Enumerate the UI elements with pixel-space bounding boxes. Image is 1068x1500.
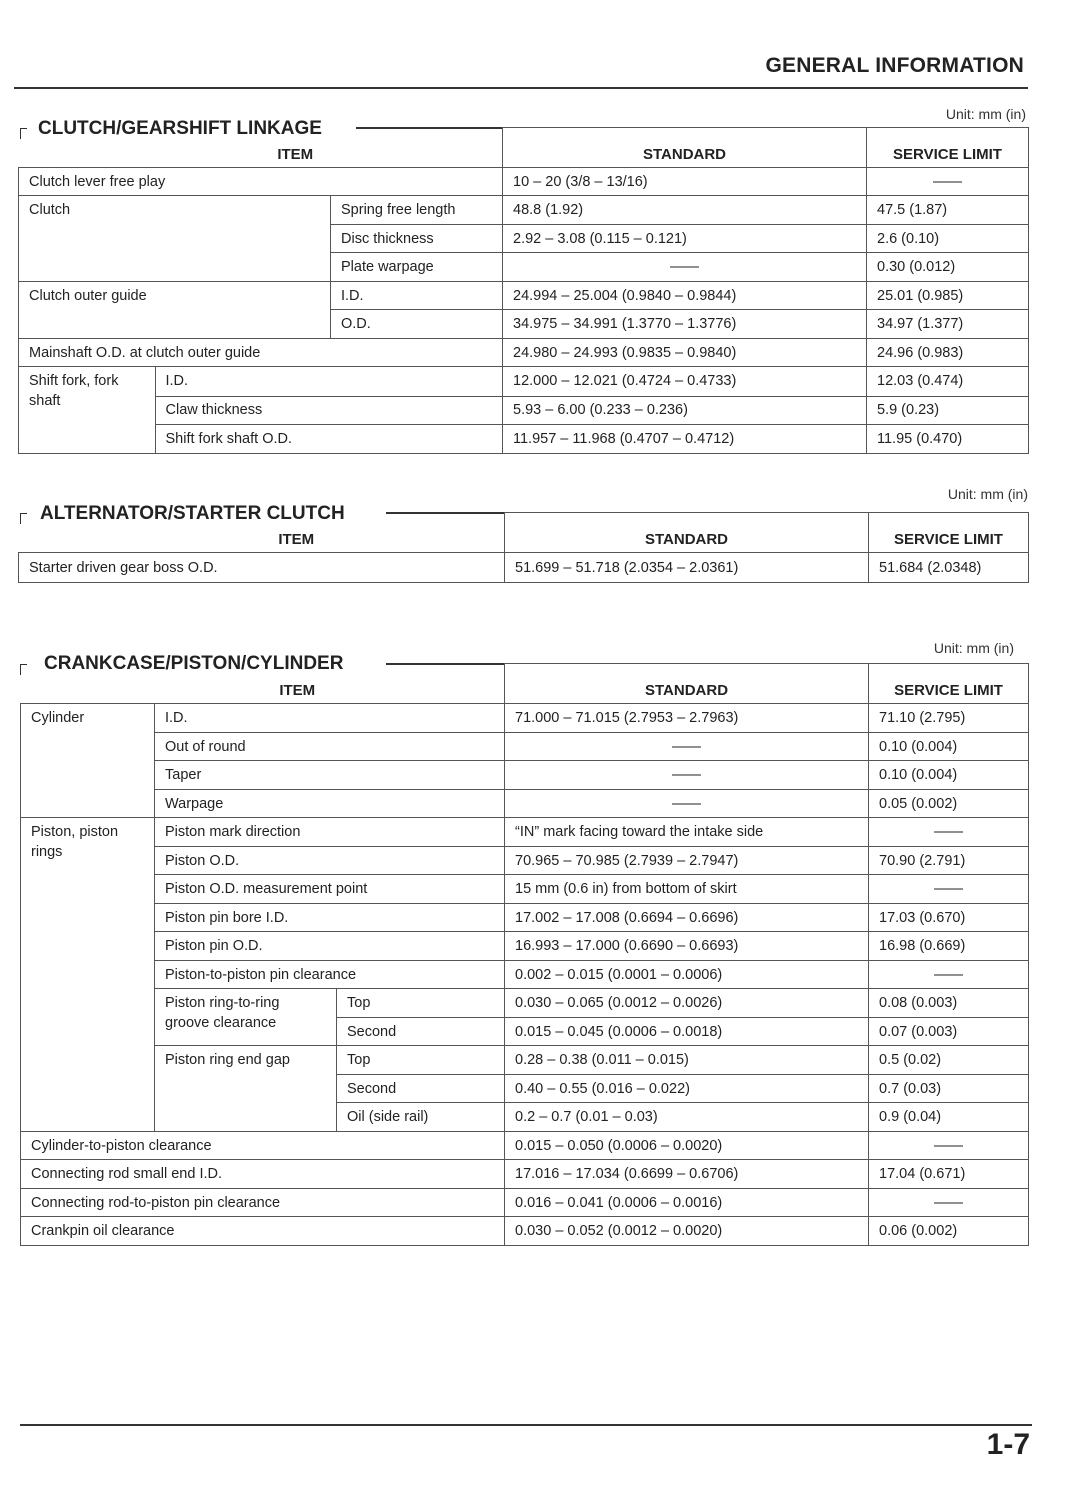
standard-cell: 15 mm (0.6 in) from bottom of skirt	[505, 875, 869, 904]
column-header-service-limit: SERVICE LIMIT	[869, 664, 1029, 704]
table-row	[19, 168, 1029, 196]
table-row	[21, 961, 1029, 989]
limit-cell: ——	[867, 168, 1029, 196]
limit-cell: 2.6 (0.10)	[867, 225, 1029, 253]
limit-cell: ——	[869, 1132, 1029, 1160]
shift-fork-group-cell	[19, 367, 503, 454]
limit-cell: 12.03 (0.474)	[867, 367, 1028, 396]
limit-cell: 25.01 (0.985)	[867, 282, 1029, 310]
shift-fork-subtable	[19, 367, 502, 453]
alternator-section-title: ALTERNATOR/STARTER CLUTCH	[40, 503, 345, 524]
sub-item-cell: Piston ring-to-ring groove clearance	[155, 989, 337, 1046]
table-row	[21, 1160, 1029, 1189]
limit-cell: 34.97 (1.377)	[867, 310, 1029, 339]
limit-cell: 0.10 (0.004)	[869, 733, 1029, 761]
table-row	[21, 847, 1029, 875]
sub-item-cell: Shift fork shaft O.D.	[165, 430, 293, 447]
clutch-unit-label: Unit: mm (in)	[945, 106, 1026, 122]
sub-item-cell: O.D.	[331, 310, 503, 339]
item-cell: Clutch outer guide	[19, 282, 331, 339]
item-cell: Connecting rod small end I.D.	[21, 1160, 505, 1189]
limit-cell: 47.5 (1.87)	[867, 196, 1029, 225]
table-row	[19, 196, 1029, 225]
table-row	[19, 553, 1029, 583]
sub-item-cell: Taper	[155, 761, 505, 790]
table-row	[19, 339, 1029, 367]
crankcase-spec-table	[20, 663, 1029, 1246]
table-row	[21, 1217, 1029, 1246]
footer-rule	[20, 1424, 1032, 1426]
sub-item-cell: Disc thickness	[331, 225, 503, 253]
standard-cell: 0.28 – 0.38 (0.011 – 0.015)	[505, 1046, 869, 1075]
standard-cell: 34.975 – 34.991 (1.3770 – 1.3776)	[503, 310, 867, 339]
column-header-standard: STANDARD	[503, 128, 867, 168]
sub-item-cell: Claw thickness	[155, 396, 502, 424]
sub-item-cell: I.D.	[331, 282, 503, 310]
limit-cell: 11.95 (0.470)	[877, 430, 963, 447]
sub-sub-item-cell: Second	[337, 1018, 505, 1046]
column-header-standard: STANDARD	[505, 664, 869, 704]
alternator-unit-label: Unit: mm (in)	[947, 486, 1028, 502]
shift-fork-limit-subtable	[867, 367, 1028, 453]
standard-cell: ——	[505, 761, 869, 790]
sub-item-cell: Piston mark direction	[155, 818, 505, 847]
limit-cell: 16.98 (0.669)	[869, 932, 1029, 961]
shift-fork-standard-group	[503, 367, 867, 454]
standard-cell: 51.699 – 51.718 (2.0354 – 2.0361)	[505, 553, 869, 583]
limit-cell: 0.08 (0.003)	[869, 989, 1029, 1018]
limit-cell: 71.10 (2.795)	[869, 704, 1029, 733]
column-header-item: ITEM	[21, 664, 505, 704]
clutch-section-title: CLUTCH/GEARSHIFT LINKAGE	[38, 118, 322, 139]
crankcase-unit-label: Unit: mm (in)	[933, 640, 1014, 656]
item-cell: Crankpin oil clearance	[21, 1217, 505, 1246]
limit-cell: 0.06 (0.002)	[869, 1217, 1029, 1246]
sub-item-cell: Piston O.D.	[155, 847, 505, 875]
standard-cell: ——	[505, 733, 869, 761]
limit-cell: 0.05 (0.002)	[869, 790, 1029, 818]
item-cell: Clutch lever free play	[19, 168, 503, 196]
sub-item-cell: Out of round	[155, 733, 505, 761]
table-row	[21, 932, 1029, 961]
limit-cell: 0.07 (0.003)	[869, 1018, 1029, 1046]
standard-cell: 70.965 – 70.985 (2.7939 – 2.7947)	[505, 847, 869, 875]
clutch-spec-table	[18, 127, 1029, 454]
standard-cell: 0.016 – 0.041 (0.0006 – 0.0016)	[505, 1189, 869, 1217]
shift-fork-limit-group	[867, 367, 1029, 454]
table-row	[21, 904, 1029, 932]
standard-cell: “IN” mark facing toward the intake side	[505, 818, 869, 847]
limit-cell: 0.5 (0.02)	[869, 1046, 1029, 1075]
sub-item-cell: I.D.	[155, 367, 502, 396]
column-header-service-limit: SERVICE LIMIT	[869, 513, 1029, 553]
limit-cell: 0.7 (0.03)	[869, 1075, 1029, 1103]
table-row	[21, 761, 1029, 790]
item-cell: Clutch	[19, 196, 331, 282]
standard-cell: 11.957 – 11.968 (0.4707 – 0.4712)	[513, 430, 735, 447]
standard-cell: 0.2 – 0.7 (0.01 – 0.03)	[505, 1103, 869, 1132]
standard-cell: 2.92 – 3.08 (0.115 – 0.121)	[503, 225, 867, 253]
column-header-standard: STANDARD	[505, 513, 869, 553]
column-header-item: ITEM	[19, 513, 505, 553]
column-header-service-limit: SERVICE LIMIT	[867, 128, 1029, 168]
standard-cell: 0.030 – 0.052 (0.0012 – 0.0020)	[505, 1217, 869, 1246]
item-cell: Mainshaft O.D. at clutch outer guide	[19, 339, 503, 367]
item-cell: Shift fork, fork shaft	[19, 367, 155, 453]
sub-item-cell: Piston pin O.D.	[155, 932, 505, 961]
limit-cell: 51.684 (2.0348)	[869, 553, 1029, 583]
limit-cell: 0.10 (0.004)	[869, 761, 1029, 790]
alternator-spec-table	[18, 512, 1029, 583]
sub-item-cell: Piston pin bore I.D.	[155, 904, 505, 932]
page-number: 1-7	[986, 1428, 1030, 1461]
table-row	[21, 1132, 1029, 1160]
standard-cell: 10 – 20 (3/8 – 13/16)	[503, 168, 867, 196]
item-cell: Cylinder	[21, 704, 155, 818]
table-row	[21, 875, 1029, 904]
table-row	[19, 367, 1029, 454]
sub-item-cell: Piston ring end gap	[155, 1046, 337, 1132]
standard-cell: 0.002 – 0.015 (0.0001 – 0.0006)	[505, 961, 869, 989]
standard-cell: 17.016 – 17.034 (0.6699 – 0.6706)	[505, 1160, 869, 1189]
sub-item-cell: Plate warpage	[331, 253, 503, 282]
sub-item-cell: Warpage	[155, 790, 505, 818]
limit-cell: 5.9 (0.23)	[867, 396, 1028, 424]
item-cell: Starter driven gear boss O.D.	[19, 553, 505, 583]
standard-cell: 12.000 – 12.021 (0.4724 – 0.4733)	[503, 367, 866, 396]
standard-cell: ——	[503, 253, 867, 282]
table-row	[21, 704, 1029, 733]
page-header-title: GENERAL INFORMATION	[765, 54, 1024, 77]
limit-cell: 24.96 (0.983)	[867, 339, 1029, 367]
limit-cell: ——	[869, 961, 1029, 989]
standard-cell: 0.030 – 0.065 (0.0012 – 0.0026)	[505, 989, 869, 1018]
standard-cell: 0.015 – 0.045 (0.0006 – 0.0018)	[505, 1018, 869, 1046]
standard-cell: 71.000 – 71.015 (2.7953 – 2.7963)	[505, 704, 869, 733]
table-row	[21, 1189, 1029, 1217]
limit-cell: 0.30 (0.012)	[867, 253, 1029, 282]
sub-item-cell: I.D.	[155, 704, 505, 733]
table-row	[21, 989, 1029, 1018]
limit-cell: 17.03 (0.670)	[869, 904, 1029, 932]
sub-item-cell: Spring free length	[331, 196, 503, 225]
table-row	[21, 733, 1029, 761]
sub-item-cell: Piston O.D. measurement point	[155, 875, 505, 904]
limit-cell: 70.90 (2.791)	[869, 847, 1029, 875]
standard-cell: 0.40 – 0.55 (0.016 – 0.022)	[505, 1075, 869, 1103]
limit-cell: ——	[869, 818, 1029, 847]
standard-cell: 16.993 – 17.000 (0.6690 – 0.6693)	[505, 932, 869, 961]
sub-sub-item-cell: Second	[337, 1075, 505, 1103]
sub-sub-item-cell: Oil (side rail)	[337, 1103, 505, 1132]
table-row	[21, 818, 1029, 847]
standard-cell: 17.002 – 17.008 (0.6694 – 0.6696)	[505, 904, 869, 932]
limit-cell: ——	[869, 1189, 1029, 1217]
crankcase-section-title: CRANKCASE/PISTON/CYLINDER	[44, 653, 344, 674]
table-row	[21, 1046, 1029, 1075]
table-row	[21, 790, 1029, 818]
item-cell: Cylinder-to-piston clearance	[21, 1132, 505, 1160]
sub-sub-item-cell: Top	[337, 1046, 505, 1075]
limit-cell: ——	[869, 875, 1029, 904]
column-header-item: ITEM	[19, 128, 503, 168]
limit-cell: 0.9 (0.04)	[869, 1103, 1029, 1132]
standard-cell: ——	[505, 790, 869, 818]
standard-cell: 0.015 – 0.050 (0.0006 – 0.0020)	[505, 1132, 869, 1160]
sub-sub-item-cell: Top	[337, 989, 505, 1018]
standard-cell: 5.93 – 6.00 (0.233 – 0.236)	[503, 396, 866, 424]
table-row	[19, 282, 1029, 310]
sub-item-cell: Piston-to-piston pin clearance	[155, 961, 505, 989]
standard-cell: 24.994 – 25.004 (0.9840 – 0.9844)	[503, 282, 867, 310]
standard-cell: 48.8 (1.92)	[503, 196, 867, 225]
item-cell: Piston, piston rings	[21, 818, 155, 1132]
standard-cell: 24.980 – 24.993 (0.9835 – 0.9840)	[503, 339, 867, 367]
limit-cell: 17.04 (0.671)	[869, 1160, 1029, 1189]
header-rule	[14, 87, 1028, 89]
shift-fork-standard-subtable	[503, 367, 866, 453]
item-cell: Connecting rod-to-piston pin clearance	[21, 1189, 505, 1217]
